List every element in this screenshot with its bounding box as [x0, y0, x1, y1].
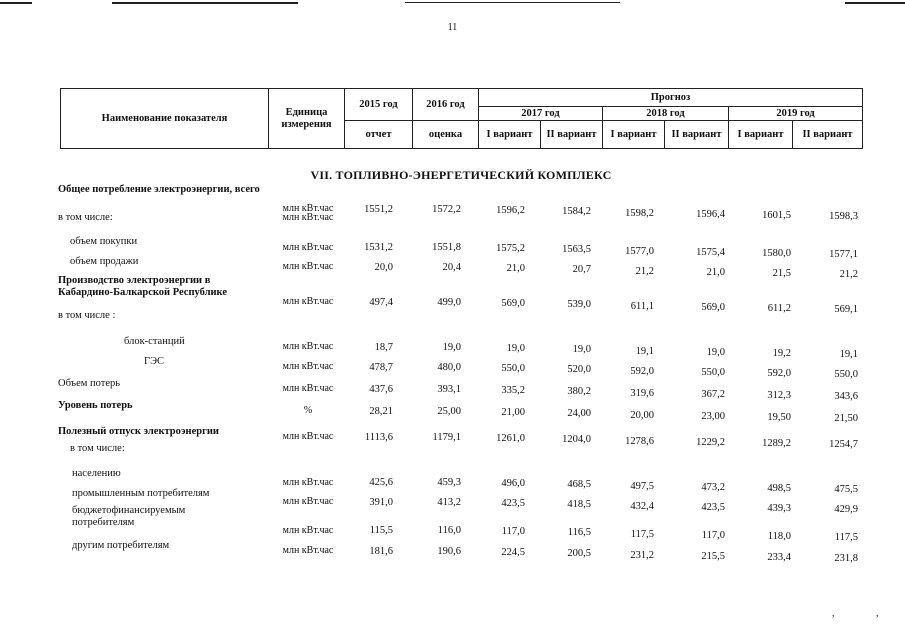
row-label: Производство электроэнергии в Кабардино-Балкарской Республике — [58, 275, 227, 298]
row-value: 423,5 — [501, 498, 525, 509]
header-forecast: Прогноз — [479, 89, 863, 107]
row-unit: млн кВт.час — [282, 361, 334, 372]
row-value: 319,6 — [630, 388, 654, 399]
row-value: 611,2 — [767, 303, 791, 314]
row-value: 499,0 — [437, 297, 461, 308]
row-value: 475,5 — [834, 484, 858, 495]
row-value: 413,2 — [437, 497, 461, 508]
row-value: 550,0 — [834, 369, 858, 380]
row-value: 539,0 — [567, 299, 591, 310]
row-value: 429,9 — [834, 504, 858, 515]
row-value: 19,0 — [572, 344, 591, 355]
header-year-2017: 2017 год — [479, 107, 603, 121]
row-label: блок-станций — [124, 336, 185, 347]
row-label: Уровень потерь — [58, 400, 133, 411]
row-value: 24,00 — [567, 408, 591, 419]
row-unit: млн кВт.час — [282, 477, 334, 488]
row-value: 312,3 — [767, 390, 791, 401]
row-value: 19,0 — [706, 347, 725, 358]
row-unit: млн кВт.час — [282, 242, 334, 253]
row-value: 117,0 — [501, 526, 525, 537]
row-unit: млн кВт.час — [282, 261, 334, 272]
row-value: 20,7 — [572, 264, 591, 275]
row-value: 569,0 — [701, 302, 725, 313]
row-label: населению — [72, 468, 121, 479]
row-value: 1584,2 — [562, 206, 591, 217]
row-value: 520,0 — [567, 364, 591, 375]
row-unit: млн кВт.час — [282, 296, 334, 307]
row-value: 592,0 — [767, 368, 791, 379]
header-2017-variant-2: II вариант — [541, 121, 603, 149]
row-value: 569,1 — [834, 304, 858, 315]
row-unit: млн кВт.час — [282, 496, 334, 507]
row-value: 117,5 — [630, 529, 654, 540]
row-value: 1596,2 — [496, 205, 525, 216]
row-label: в том числе: — [58, 212, 113, 223]
row-unit: млн кВт.час — [282, 341, 334, 352]
scan-mark: , — [832, 608, 835, 619]
row-value: 1289,2 — [762, 438, 791, 449]
row-value: 478,7 — [369, 362, 393, 373]
header-2019-variant-1: I вариант — [729, 121, 793, 149]
row-label: Общее потребление электроэнергии, всего — [58, 184, 260, 195]
row-value: 498,5 — [767, 483, 791, 494]
row-value: 432,4 — [630, 501, 654, 512]
header-2019-variant-2: II вариант — [793, 121, 863, 149]
row-unit: млн кВт.час — [282, 525, 334, 536]
row-value: 181,6 — [369, 546, 393, 557]
row-value: 23,00 — [701, 411, 725, 422]
row-value: 215,5 — [701, 551, 725, 562]
section-title: VII. ТОПЛИВНО-ЭНЕРГЕТИЧЕСКИЙ КОМПЛЕКС — [310, 168, 612, 182]
row-value: 233,4 — [767, 552, 791, 563]
row-unit: млн кВт.час — [282, 545, 334, 556]
row-value: 423,5 — [701, 502, 725, 513]
header-unit-column: Единица измерения — [269, 89, 345, 149]
row-value: 21,0 — [706, 267, 725, 278]
row-value: 116,0 — [437, 525, 461, 536]
row-value: 20,00 — [630, 410, 654, 421]
row-value: 380,2 — [567, 386, 591, 397]
row-value: 418,5 — [567, 499, 591, 510]
row-value: 21,5 — [772, 268, 791, 279]
row-value: 1577,1 — [829, 249, 858, 260]
row-label: Полезный отпуск электроэнергии — [58, 426, 219, 437]
row-value: 393,1 — [437, 384, 461, 395]
row-value: 20,4 — [442, 262, 461, 273]
row-value: 117,5 — [834, 532, 858, 543]
row-value: 231,8 — [834, 553, 858, 564]
row-value: 1113,6 — [364, 432, 393, 443]
row-label: Объем потерь — [58, 378, 121, 389]
row-value: 19,50 — [767, 412, 791, 423]
row-value: 611,1 — [630, 301, 654, 312]
row-value: 335,2 — [501, 385, 525, 396]
row-value: 231,2 — [630, 550, 654, 561]
row-value: 497,5 — [630, 481, 654, 492]
row-value: 459,3 — [437, 477, 461, 488]
row-value: 1261,0 — [496, 433, 525, 444]
header-2017-variant-1: I вариант — [479, 121, 541, 149]
row-value: 1551,2 — [364, 204, 393, 215]
header-year-2018: 2018 год — [603, 107, 729, 121]
row-label: в том числе : — [58, 310, 116, 321]
row-value: 1575,2 — [496, 243, 525, 254]
scan-mark: , — [876, 608, 879, 619]
header-year-2019: 2019 год — [729, 107, 863, 121]
row-unit: млн кВт.час — [282, 212, 334, 223]
row-value: 21,50 — [834, 413, 858, 424]
row-value: 1596,4 — [696, 209, 725, 220]
row-value: 569,0 — [501, 298, 525, 309]
header-year-2015: 2015 год — [345, 89, 413, 121]
row-label: ГЭС — [144, 356, 165, 367]
row-unit: млн кВт.час — [282, 383, 334, 394]
row-value: 1254,7 — [829, 439, 858, 450]
row-value: 21,2 — [635, 266, 654, 277]
header-estimate: оценка — [413, 121, 479, 149]
row-value: 550,0 — [501, 363, 525, 374]
row-label: промышленным потребителям — [72, 488, 210, 499]
row-value: 592,0 — [630, 366, 654, 377]
row-value: 480,0 — [437, 362, 461, 373]
row-label: в том числе: — [70, 443, 125, 454]
row-value: 190,6 — [437, 546, 461, 557]
row-value: 391,0 — [369, 497, 393, 508]
row-value: 1598,3 — [829, 211, 858, 222]
row-value: 496,0 — [501, 478, 525, 489]
row-value: 1278,6 — [625, 436, 654, 447]
row-value: 1580,0 — [762, 248, 791, 259]
row-value: 28,21 — [369, 406, 393, 417]
row-value: 1575,4 — [696, 247, 725, 258]
row-value: 1598,2 — [625, 208, 654, 219]
row-value: 1531,2 — [364, 242, 393, 253]
row-value: 224,5 — [501, 547, 525, 558]
row-value: 425,6 — [369, 477, 393, 488]
row-value: 116,5 — [567, 527, 591, 538]
header-year-2016: 2016 год — [413, 89, 479, 121]
page-number: 11 — [447, 22, 458, 33]
row-value: 437,6 — [369, 384, 393, 395]
row-value: 550,0 — [701, 367, 725, 378]
row-value: 1204,0 — [562, 434, 591, 445]
row-value: 19,1 — [839, 349, 858, 360]
header-2018-variant-2: II вариант — [665, 121, 729, 149]
row-value: 19,1 — [635, 346, 654, 357]
row-value: 343,6 — [834, 391, 858, 402]
row-label: другим потребителям — [72, 540, 170, 551]
row-unit: млн кВт.час — [282, 203, 334, 214]
header-report: отчет — [345, 121, 413, 149]
row-value: 1179,1 — [432, 432, 461, 443]
row-value: 1563,5 — [562, 244, 591, 255]
row-value: 1229,2 — [696, 437, 725, 448]
row-value: 367,2 — [701, 389, 725, 400]
row-value: 19,2 — [772, 348, 791, 359]
row-value: 497,4 — [369, 297, 393, 308]
row-value: 115,5 — [369, 525, 393, 536]
row-value: 473,2 — [701, 482, 725, 493]
row-value: 1601,5 — [762, 210, 791, 221]
row-value: 468,5 — [567, 479, 591, 490]
row-value: 200,5 — [567, 548, 591, 559]
row-label: бюджетофинансируемым потребителям — [72, 505, 186, 528]
row-value: 1551,8 — [432, 242, 461, 253]
header-name-column: Наименование показателя — [61, 89, 269, 149]
row-value: 21,2 — [839, 269, 858, 280]
row-value: 118,0 — [767, 531, 791, 542]
row-value: 21,0 — [506, 263, 525, 274]
row-value: 1572,2 — [432, 204, 461, 215]
row-value: 25,00 — [437, 406, 461, 417]
row-value: 18,7 — [374, 342, 393, 353]
row-value: 117,0 — [701, 530, 725, 541]
row-value: 439,3 — [767, 503, 791, 514]
row-value: 20,0 — [374, 262, 393, 273]
row-value: 19,0 — [442, 342, 461, 353]
row-label: объем продажи — [70, 256, 139, 267]
row-value: 19,0 — [506, 343, 525, 354]
row-unit: % — [303, 405, 313, 416]
row-label: объем покупки — [70, 236, 138, 247]
header-2018-variant-1: I вариант — [603, 121, 665, 149]
row-value: 1577,0 — [625, 246, 654, 257]
row-unit: млн кВт.час — [282, 431, 334, 442]
row-value: 21,00 — [501, 407, 525, 418]
